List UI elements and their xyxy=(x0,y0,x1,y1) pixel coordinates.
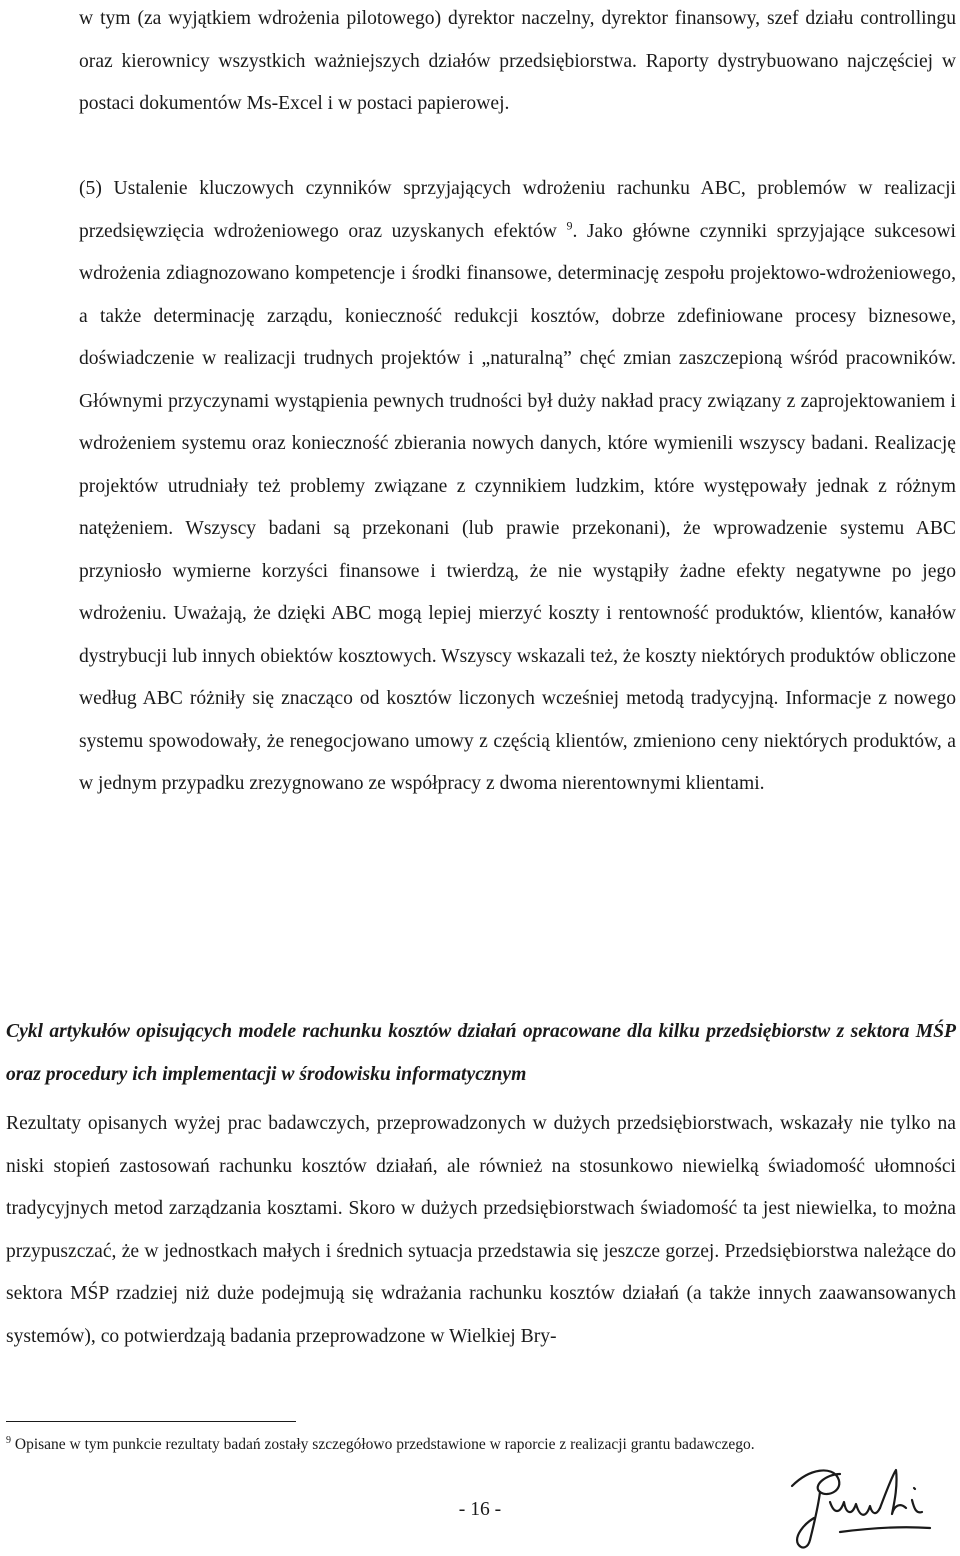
paragraph-item-5 xyxy=(79,168,956,806)
footnote-text: Opisane w tym punkcie rezultaty badań zostały szczegółowo przedstawione w raporcie z realizacji grantu badawczego. xyxy=(14,1436,755,1453)
footnote-reference-9[interactable]: 9 xyxy=(566,217,573,232)
item-5-lead-text: (5) Ustalenie kluczowych czynników sprzyjających wdrożeniu rachunku ABC, problemów w realizacji przedsięwzięcia wdrożeniowego oraz uzyskanych efektów xyxy=(79,178,956,242)
handwritten-signature xyxy=(780,1462,945,1554)
footnote-separator xyxy=(6,1421,296,1422)
paragraph-report-recipients: w tym (za wyjątkiem wdrożenia pilotowego) dyrektor naczelny, dyrektor finansowy, szef działu controllingu oraz kierownicy wszystkich ważniejszych działów przedsiębiorstwa. Raporty dystrybuowano najczęściej w postaci dokumentów Ms-Excel i w postaci papierowej. xyxy=(79,8,956,114)
footnote-9 xyxy=(6,1432,946,1458)
paragraph-research-results: Rezultaty opisanych wyżej prac badawczych, przeprowadzonych w dużych przedsiębiorstwach, wskazały nie tylko na niski stopień zastosowań rachunku kosztów działań, ale również na stosunkowo niewielką świadomość ułomności tradycyjnych metod zarządzania kosztami. Skoro w dużych przedsiębiorstwach świadomość ta jest niewielka, to można przypuszczać, że w jednostkach małych i średnich sytuacja przedstawia się jeszcze gorzej. Przedsiębiorstwa należące do sektora MŚP rzadziej niż duże podejmują się wdrażania rachunku kosztów działań (a także innych zaawansowanych systemów), co potwierdzają badania przeprowadzone w Wielkiej Bry- xyxy=(6,1113,956,1347)
item-5-body-text: . Jako główne czynniki sprzyjające sukcesowi wdrożenia zdiagnozowano kompetencje i środki finansowe, determinację zespołu projektowo-wdrożeniowego, a także determinację zarządu, konieczność redukcji kosztów, dobrze zdefiniowane procesy biznesowe, doświadczenie w realizacji trudnych projektów i „naturalną” chęć zmian zaszczepioną wśród pracowników. Głównymi przyczynami wystąpienia pewnych trudności był duży nakład pracy związany z zaprojektowaniem i wdrożeniem systemu oraz konieczność zbierania nowych danych, które wymienili wszyscy badani. Realizację projektów utrudniały też problemy związane z czynnikiem ludzkim, które występowały jednak z różnym natężeniem. Wszyscy badani są przekonani (lub prawie przekonani), że wprowadzenie systemu ABC przyniosło wymierne korzyści finansowe i twierdzą, że nie wystąpiły żadne efekty negatywne po jego wdrożeniu. Uważają, że dzięki ABC mogą lepiej mierzyć koszty i rentowność produktów, klientów, kanałów dystrybucji lub innych obiektów kosztowych. Wszyscy wskazali też, że koszty niektórych produktów obliczone według ABC różniły się znacząco od kosztów liczonych wcześniej metodą tradycyjną. Informacje z nowego systemu spowodowały, że renegocjowano umowy z częścią klientów, zmieniono ceny niektórych produktów, a w jednym przypadku zrezygnowano ze współpracy z dwoma nierentownymi klientami. xyxy=(79,220,957,794)
page-number: - 16 - xyxy=(458,1499,502,1520)
footnote-number: 9 xyxy=(6,1434,11,1446)
section-heading: Cykl artykułów opisujących modele rachunku kosztów działań opracowane dla kilku przedsiębiorstw z sektora MŚP oraz procedury ich implementacji w środowisku informatycznym xyxy=(6,1021,956,1085)
